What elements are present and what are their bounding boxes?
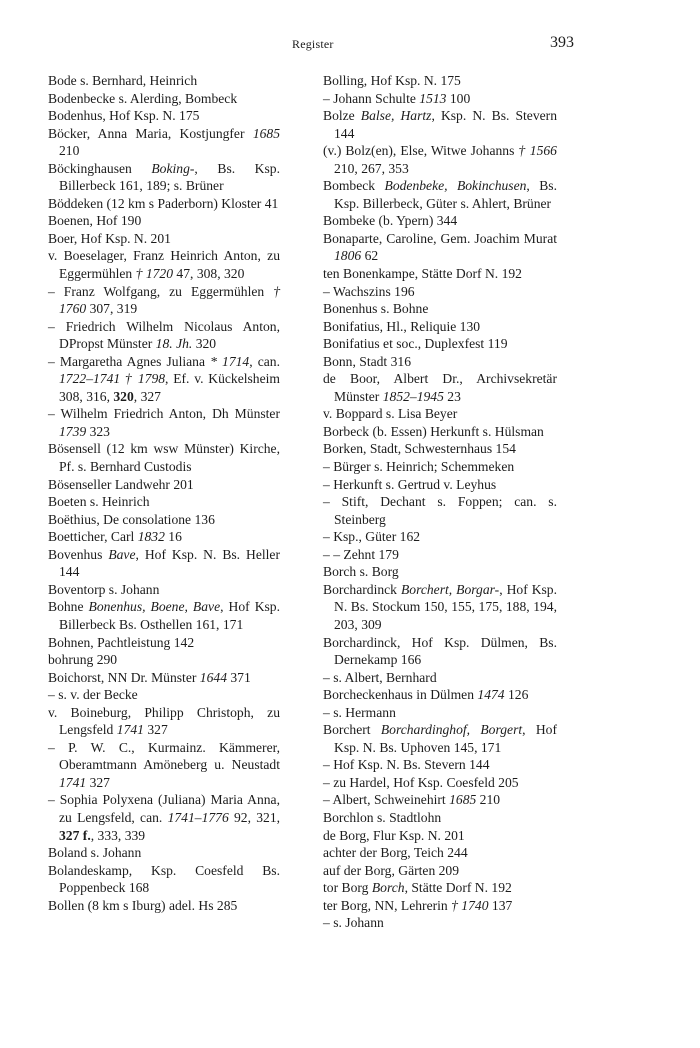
index-entry: de Boor, Albert Dr., Archivsekretär Münster 1852–1945 23 xyxy=(323,371,557,404)
index-entry: Borch s. Borg xyxy=(323,564,399,580)
index-entry: v. Boppard s. Lisa Beyer xyxy=(323,406,458,422)
index-entry: Bolze Balse, Hartz, Ksp. N. Bs. Stevern 144 xyxy=(323,108,557,141)
index-entry: Boetticher, Carl 1832 16 xyxy=(48,529,182,545)
index-entry: auf der Borg, Gärten 209 xyxy=(323,862,460,878)
index-entry: Boventorp s. Johann xyxy=(48,581,160,597)
index-entry: Bolling, Hof Ksp. N. 175 xyxy=(323,73,461,88)
index-entry: Borchardinck, Hof Ksp. Dülmen, Bs. Dernekamp 166 xyxy=(323,634,557,668)
index-entry: Bombeck Bodenbeke, Bokinchusen, Bs. Ksp. Billerbeck, Güter s. Ahlert, Brüner xyxy=(323,178,557,211)
index-entry: Borchardinck Borchert, Borgar-, Hof Ksp. N. Bs. Stockum 150, 155, 175, 188, 194, 203, 309 xyxy=(323,581,558,632)
index-entry: – Friedrich Wilhelm Nicolaus Anton, DPropst Münster 18. Jh. 320 xyxy=(48,318,280,352)
index-entry: ter Borg, NN, Lehrerin † 1740 137 xyxy=(323,897,513,913)
page-number: 393 xyxy=(550,34,574,51)
index-column-right xyxy=(323,72,557,932)
index-entry: Borcheckenhaus in Dülmen 1474 126 xyxy=(323,687,529,703)
index-entry: Boland s. Johann xyxy=(48,845,142,861)
index-entry: Bovenhus Bave, Hof Ksp. N. Bs. Heller 144 xyxy=(48,546,280,580)
index-entry: – Bürger s. Heinrich; Schemmeken xyxy=(323,459,515,475)
index-entry: Bonifatius, Hl., Reliquie 130 xyxy=(323,318,481,334)
index-entry: – Herkunft s. Gertrud v. Leyhus xyxy=(323,476,497,492)
index-entry: Bösensell (12 km wsw Münster) Kirche, Pf. s. Bernhard Custodis xyxy=(48,441,280,475)
index-entry: Boer, Hof Ksp. N. 201 xyxy=(48,230,171,246)
index-entry: Böcker, Anna Maria, Kostjungfer 1685 210 xyxy=(48,125,280,159)
index-entry: – Wachszins 196 xyxy=(323,283,415,299)
index-entry: Borchert Borchardinghof, Borgert, Hof Ksp. N. Bs. Uphoven 145, 171 xyxy=(323,722,557,755)
index-entry: de Borg, Flur Ksp. N. 201 xyxy=(323,827,465,843)
index-entry: Bohnen, Pachtleistung 142 xyxy=(48,634,195,650)
index-entry: (v.) Bolz(en), Else, Witwe Johanns † 1566 210, 267, 353 xyxy=(323,143,557,176)
index-entry: Bonaparte, Caroline, Gem. Joachim Murat 1806 62 xyxy=(323,230,557,264)
index-entry: v. Boeselager, Franz Heinrich Anton, zu Eggermühlen † 1720 47, 308, 320 xyxy=(48,248,280,282)
index-entry: Bode s. Bernhard, Heinrich xyxy=(48,73,198,88)
index-entry: Böckinghausen Boking-, Bs. Ksp. Billerbeck 161, 189; s. Brüner xyxy=(48,160,280,194)
index-entry: – Albert, Schweinehirt 1685 210 xyxy=(323,792,501,808)
index-entry: Bonifatius et soc., Duplexfest 119 xyxy=(323,336,508,352)
index-entry: – s. v. der Becke xyxy=(48,687,138,703)
index-entry: Bonn, Stadt 316 xyxy=(323,353,411,369)
index-entry: – Ksp., Güter 162 xyxy=(323,529,421,545)
index-entry: – Hof Ksp. N. Bs. Stevern 144 xyxy=(323,757,490,773)
index-entry: – s. Albert, Bernhard xyxy=(323,669,437,685)
index-entry: Bombeke (b. Ypern) 344 xyxy=(323,213,458,229)
index-entry: Boëthius, De consolatione 136 xyxy=(48,511,215,527)
index-entry: Bohne Bonenhus, Boene, Bave, Hof Ksp. Billerbeck Bs. Osthellen 161, 171 xyxy=(48,599,280,632)
index-entry: – zu Hardel, Hof Ksp. Coesfeld 205 xyxy=(323,774,519,790)
index-entry: Bolandeskamp, Ksp. Coesfeld Bs. Poppenbeck 168 xyxy=(48,862,280,896)
running-head: Register xyxy=(292,37,334,51)
index-entry: Bonenhus s. Bohne xyxy=(323,301,429,317)
index-entry: – s. Hermann xyxy=(323,704,396,720)
index-entry: bohrung 290 xyxy=(48,652,118,668)
index-entry: Boichorst, NN Dr. Münster 1644 371 xyxy=(48,669,251,685)
index-entry: – P. W. C., Kurmainz. Kämmerer, Oberamtmann Amöneberg u. Neustadt 1741 327 xyxy=(48,739,280,790)
index-entry: – – Zehnt 179 xyxy=(323,546,399,562)
index-entry: tor Borg Borch, Stätte Dorf N. 192 xyxy=(323,880,512,896)
index-column-left xyxy=(48,72,280,914)
index-entry: Borken, Stadt, Schwesternhaus 154 xyxy=(323,441,516,457)
index-entry: – s. Johann xyxy=(323,915,384,931)
index-entry: Bodenbecke s. Alerding, Bombeck xyxy=(48,90,238,106)
index-entry: Bösenseller Landwehr 201 xyxy=(48,476,194,492)
index-entry: – Stift, Dechant s. Foppen; can. s. Steinberg xyxy=(323,494,557,527)
index-entry: ten Bonenkampe, Stätte Dorf N. 192 xyxy=(323,266,522,282)
index-entry: – Franz Wolfgang, zu Eggermühlen † 1760 307, 319 xyxy=(48,283,280,317)
index-entry: – Johann Schulte 1513 100 xyxy=(323,90,471,106)
index-entry: Böddeken (12 km s Paderborn) Kloster 41 xyxy=(48,195,279,211)
index-entry: Boenen, Hof 190 xyxy=(48,213,142,229)
index-entry: – Margaretha Agnes Juliana * 1714, can. 1722–1741 † 1798, Ef. v. Kückelsheim 308, 316, 320, 327 xyxy=(48,353,280,404)
index-entry: – Wilhelm Friedrich Anton, Dh Münster 1739 323 xyxy=(48,406,280,439)
index-entry: Borbeck (b. Essen) Herkunft s. Hülsman xyxy=(323,423,544,439)
index-entry: Bodenhus, Hof Ksp. N. 175 xyxy=(48,108,200,124)
index-entry: Borchlon s. Stadtlohn xyxy=(323,809,442,825)
index-entry: achter der Borg, Teich 244 xyxy=(323,845,468,861)
index-entry: Boeten s. Heinrich xyxy=(48,494,150,510)
index-entry: – Sophia Polyxena (Juliana) Maria Anna, zu Lengsfeld, can. 1741–1776 92, 321, 327 f., 333, 339 xyxy=(48,792,281,843)
index-entry: v. Boineburg, Philipp Christoph, zu Lengsfeld 1741 327 xyxy=(48,704,280,738)
index-entry: Bollen (8 km s Iburg) adel. Hs 285 xyxy=(48,897,238,913)
